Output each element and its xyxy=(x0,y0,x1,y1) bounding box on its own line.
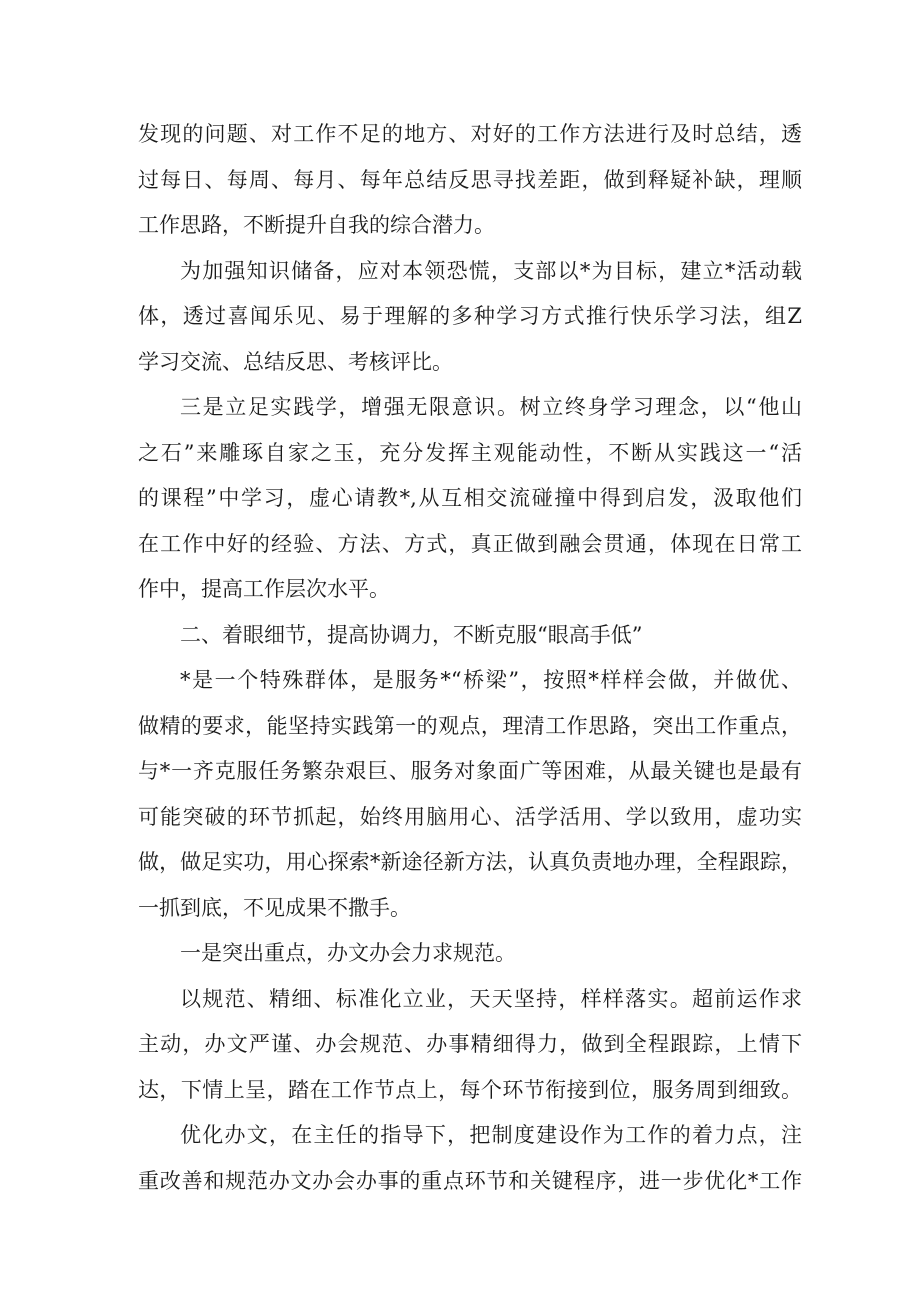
text-line: 之石”来雕琢自家之玉，充分发挥主观能动性，不断从实践这一“活 xyxy=(138,440,802,465)
text-line: 学习交流、总结反思、考核评比。 xyxy=(138,349,453,374)
subsection-heading: 一是突出重点，办文办会力求规范。 xyxy=(180,941,516,965)
text-line: 在工作中好的经验、方法、方式，真正做到融会贯通，体现在日常工 xyxy=(138,531,802,556)
text-line: 达，下情上呈，踏在工作节点上，每个环节衔接到位，服务周到细致。 xyxy=(138,1077,802,1102)
text-line: 三是立足实践学，增强无限意识。树立终身学习理念，以“他山 xyxy=(180,395,802,419)
section-heading: 二、着眼细节，提高协调力，不断克服“眼高手低” xyxy=(180,622,643,647)
text-line: 工作思路，不断提升自我的综合潜力。 xyxy=(138,213,495,237)
document-body xyxy=(138,112,802,1204)
text-line: 发现的问题、对工作不足的地方、对好的工作方法进行及时总结，透 xyxy=(138,122,802,146)
text-line: 为加强知识储备，应对本领恐慌，支部以*为目标，建立*活动载 xyxy=(180,258,802,283)
text-line: 主动，办文严谨、办会规范、办事精细得力，做到全程跟踪，上情下 xyxy=(138,1032,802,1056)
text-line: 做，做足实功，用心探索*新途径新方法，认真负责地办理，全程跟踪， xyxy=(138,850,802,874)
text-line: 可能突破的环节抓起，始终用脑用心、活学活用、学以致用，虚功实 xyxy=(138,804,802,829)
text-line: 一抓到底，不见成果不撒手。 xyxy=(138,895,411,920)
text-line: 体，透过喜闻乐见、易于理解的多种学习方式推行快乐学习法，组Z xyxy=(138,304,802,328)
text-line: 做精的要求，能坚持实践第一的观点，理清工作思路，突出工作重点， xyxy=(138,713,802,738)
text-line: 的课程”中学习，虚心请教*,从互相交流碰撞中得到启发，汲取他们 xyxy=(138,486,802,510)
text-line: 重改善和规范办文办会办事的重点环节和关键程序，进一步优化*工作 xyxy=(138,1168,802,1193)
text-line: 优化办文，在主任的指导下，把制度建设作为工作的着力点，注 xyxy=(180,1123,802,1147)
text-line: 与*一齐克服任务繁杂艰巨、服务对象面广等困难，从最关键也是最有 xyxy=(138,759,802,783)
text-line: 作中，提高工作层次水平。 xyxy=(138,577,390,601)
text-line: *是一个特殊群体，是服务*“桥梁”，按照*样样会做，并做优、 xyxy=(180,668,802,692)
text-line: 过每日、每周、每月、每年总结反思寻找差距，做到释疑补缺，理顺 xyxy=(138,167,802,192)
text-line: 以规范、精细、标准化立业，天天坚持，样样落实。超前运作求 xyxy=(180,986,802,1011)
